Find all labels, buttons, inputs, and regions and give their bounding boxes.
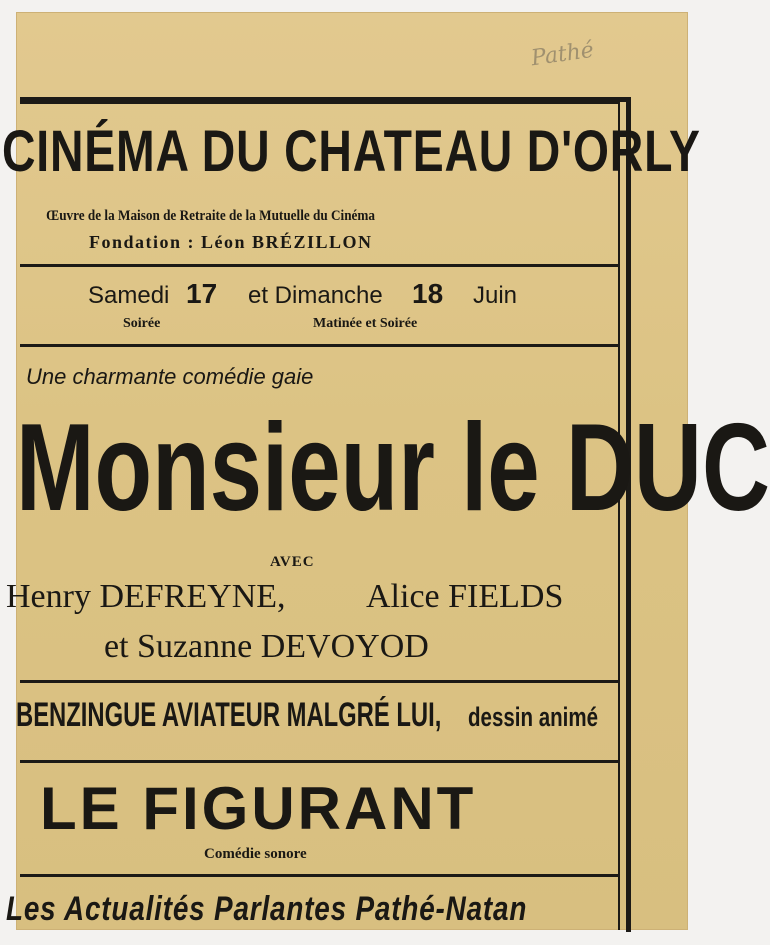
poster-paper: [2, 12, 770, 930]
foundation-line: Fondation : Léon BRÉZILLON: [89, 232, 373, 252]
second-feature-title: LE FIGURANT: [40, 775, 477, 842]
divider-3: [20, 680, 618, 683]
divider-1: [20, 264, 618, 267]
cast-actor-1: Henry DEFREYNE,: [6, 578, 286, 615]
second-feature-type: Comédie sonore: [204, 846, 307, 862]
schedule-connector: et Dimanche: [248, 282, 383, 309]
divider-5: [20, 874, 618, 877]
poster-subtitle: Œuvre de la Maison de Retraite de la Mutuelle du Cinéma: [46, 208, 375, 224]
cast-actor-2: Alice FIELDS: [366, 578, 564, 615]
schedule-day1: Samedi: [88, 282, 170, 309]
schedule-day2-number: 18: [412, 278, 444, 309]
newsreel-title: Les Actualités Parlantes Pathé-Natan: [6, 890, 528, 928]
divider-4: [20, 760, 618, 763]
cinema-title: CINÉMA DU CHATEAU D'ORLY: [2, 119, 701, 184]
schedule-day1-note: Soirée: [123, 316, 161, 331]
short-title: BENZINGUE AVIATEUR MALGRÉ LUI,: [16, 696, 442, 734]
divider-2: [20, 344, 618, 347]
schedule-month: Juin: [473, 282, 518, 309]
cast-actor-3: et Suzanne DEVOYOD: [104, 628, 429, 665]
pencil-annotation: Pathé: [529, 37, 596, 72]
with-label: AVEC: [270, 554, 315, 570]
schedule-day1-number: 17: [186, 278, 218, 309]
feature-tagline: Une charmante comédie gaie: [26, 364, 314, 389]
feature-title: Monsieur le DUC: [16, 399, 770, 537]
schedule-day2-note: Matinée et Soirée: [313, 316, 418, 331]
short-type: dessin animé: [468, 702, 599, 732]
